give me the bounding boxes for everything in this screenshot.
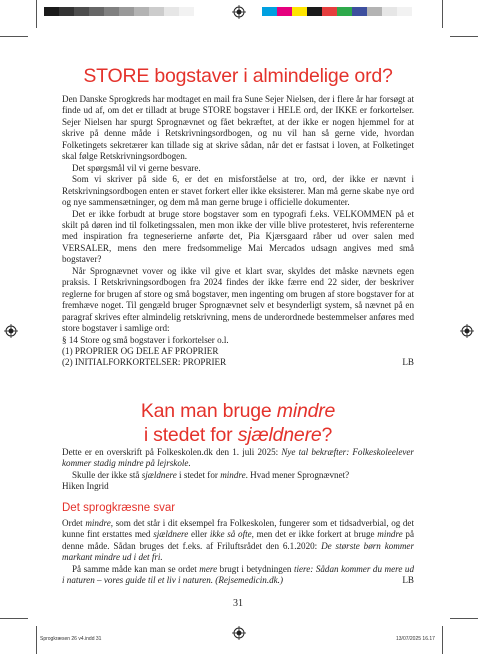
signature: LB: [402, 575, 414, 586]
color-swatch: [277, 7, 292, 16]
color-swatch: [89, 7, 104, 16]
crop-mark: [442, 0, 443, 28]
list-item: (1) PROPRIER OG DELE AF PROPRIER: [62, 345, 219, 356]
registration-mark-icon: [4, 324, 18, 338]
color-swatch: [59, 7, 74, 16]
crop-mark: [0, 618, 28, 619]
color-swatch: [44, 7, 59, 16]
list-item: § 14 Store og små bogstaver i forkortelser o.l.: [62, 334, 229, 345]
crop-mark: [450, 36, 478, 37]
color-swatch: [322, 7, 337, 16]
color-swatch: [149, 7, 164, 16]
registration-mark-icon: [232, 5, 246, 19]
signature: LB: [402, 357, 414, 368]
color-swatch: [134, 7, 149, 16]
color-swatch: [397, 7, 412, 16]
article-body: [62, 94, 414, 369]
crop-mark: [36, 0, 37, 28]
paragraph: Dette er en overskrift på Folkeskolen.dk den 1. juli 2025: Nye tal bekræfter: Folkeskoleelever kommer stadig mindre på lejrskole.: [62, 447, 414, 469]
slug-file: Sprogkræsen 26 v4.indd 31: [40, 636, 102, 642]
color-swatch: [179, 7, 194, 16]
paragraph: Den Danske Sprogkreds har modtaget en mail fra Sune Sejer Nielsen, der i flere år har forsøgt at finde ud af, om det er tilladt at bruge STORE bogstaver i HELE ord, der IKKE er forkortelser. Sejer Nielsen har spurgt Sprognævnet og fået bekræftet, at der ikke er nogen hjemmel for at skrive på denne måde i Retskrivningsordbogen, og nu vil han så gerne vide, hvordan Folketingets sekretærer kan tillade sig at skrive sådan, når det er fastsat i loven, at Folketinget skal følge Retskrivningsordbogen.: [62, 94, 414, 162]
list-item: (2) INITIALFORKORTELSER: PROPRIER LB: [62, 357, 414, 368]
article-title: Kan man bruge mindre i stedet for sjældnere?: [140, 400, 336, 446]
color-swatch: [352, 7, 367, 16]
slug-date: 13/07/2025 16.17: [396, 636, 435, 642]
paragraph: Skulle der ikke stå sjældnere i stedet for mindre. Hvad mener Sprognævnet?: [72, 469, 350, 480]
asker-name: Hiken Ingrid: [62, 481, 109, 492]
color-swatch: [337, 7, 352, 16]
paragraph: Når Sprognævnet vover og ikke vil give et klart svar, skyldes det måske nævnets egen praksis. I Retskrivningsordbogen fra 2024 findes der ikke færre end 22 sider, der beskriver reglerne for brugen af store og små bogstaver, men ingenting om brugen af store bogstaver for at fremhæve noget. Til gengæld bruger Sprognævnet selv et besynderligt system, så nævnet på en paragraf skrives efter almindelig retskrivning, mens de underordnede bestemmelser anføres med store bogstaver i samlige ord:: [62, 265, 414, 334]
paragraph: Det er ikke forbudt at bruge store bogstaver som en typografi f.eks. VELKOMMEN på et skilt på døren ind til folketingssalen, men mon ikke der ville blive protesteret, hvis referenterne med inspiration fra tegneserierne anførte det, Pia Kjærsgaard råber ud over salen med VERSALER, mens den mere fredsommelige Mai Mercados udsagn angives med små bogstaver?: [62, 208, 414, 265]
question-body: [62, 447, 414, 493]
article-title: STORE bogstaver i almindelige ord?: [83, 65, 393, 87]
color-swatch: [119, 7, 134, 16]
color-swatch: [367, 7, 382, 16]
paragraph: Ordet mindre, som det står i dit eksempel fra Folkeskolen, fungerer som et tidsadverbial, og det kunne fint erstattes med sjældnere eller ikke så ofte, men det er ikke forkert at bruge mindre på denne måde. Sådan bruges det f.eks. af Friluftsrådet den 6.1.2020: De største børn kommer markant mindre ud i det fri.: [62, 518, 414, 563]
color-swatch: [104, 7, 119, 16]
registration-mark-icon: [460, 324, 474, 338]
registration-mark-icon: [232, 626, 246, 640]
crop-mark: [450, 618, 478, 619]
color-swatch: [307, 7, 322, 16]
color-swatch: [164, 7, 179, 16]
color-swatch: [262, 7, 277, 16]
answer-heading: Det sprogkræsne svar: [62, 502, 176, 514]
paragraph: Det spørgsmål vil vi gerne besvare.: [72, 162, 201, 173]
color-swatch: [74, 7, 89, 16]
color-swatch: [292, 7, 307, 16]
paragraph: Som vi skriver på side 6, er det en misforståelse at tro, ord, der ikke er nævnt i Retskrivningsordbogen enten er stavet forkert eller ikke eksisterer. Man må gerne skabe nye ord og nye sammensætninger, og dem må man gerne bruge i officielle dokumenter.: [62, 174, 414, 208]
crop-mark: [0, 36, 28, 37]
crop-mark: [36, 626, 37, 654]
page-number: 31: [233, 598, 243, 609]
color-swatch: [382, 7, 397, 16]
answer-body: [62, 518, 414, 587]
crop-mark: [442, 626, 443, 654]
paragraph: På samme måde kan man se ordet mere brugt i betydningen tiere: Sådan kommer du mere ud i naturen – vores guide til et liv i naturen. (Rejsemedicin.dk.) LB: [62, 563, 414, 586]
